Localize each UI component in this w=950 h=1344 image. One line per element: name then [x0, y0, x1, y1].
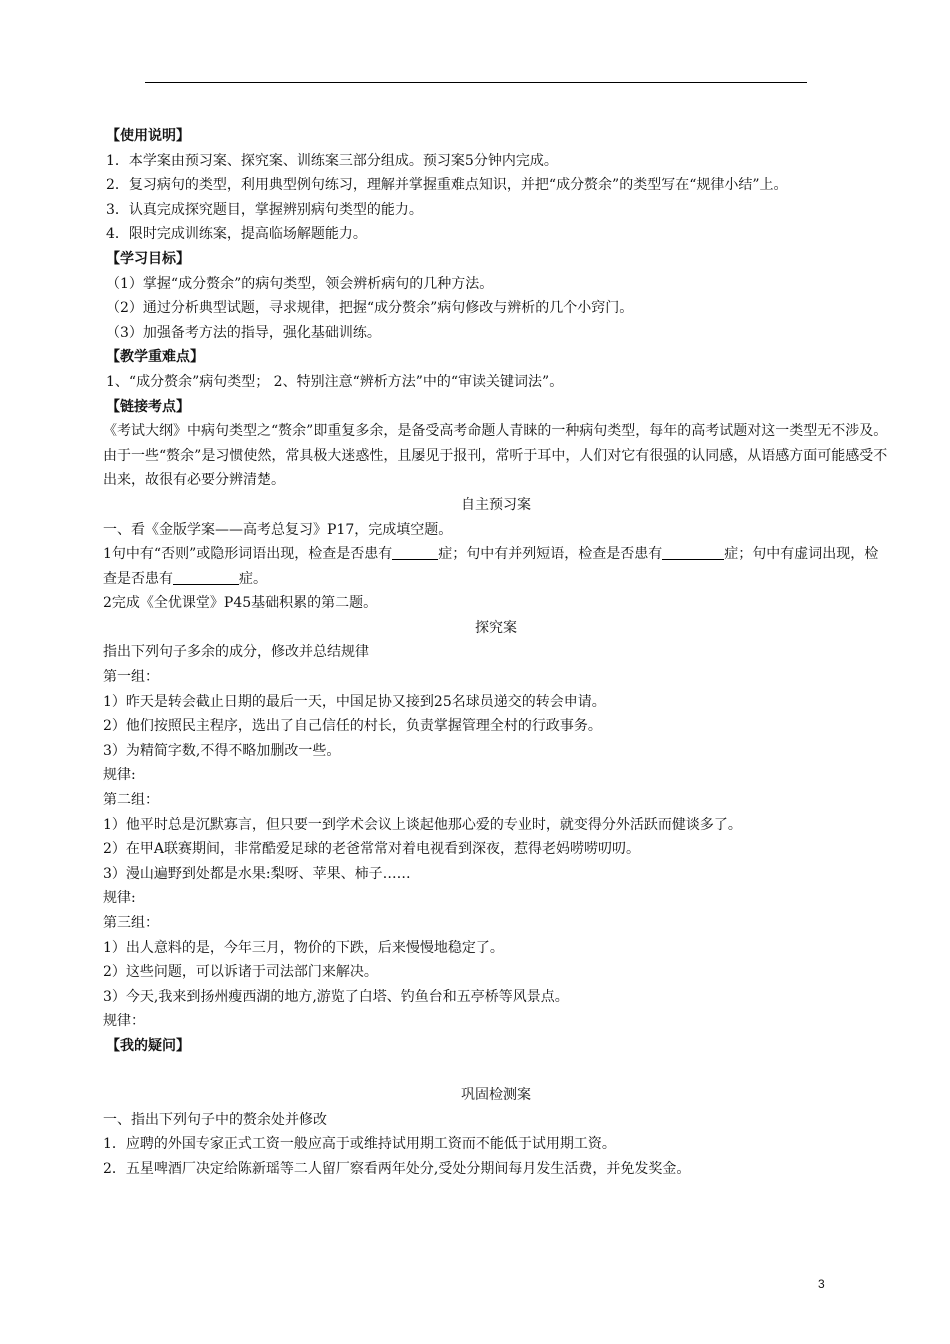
- group-1-item-2: 2）他们按照民主程序，选出了自己信任的村长，负责掌握管理全村的行政事务。: [103, 718, 602, 735]
- key-points-text: 1、“成分赘余”病句类型； 2、特别注意“辨析方法”中的“审读关键词法”。: [106, 373, 564, 390]
- group-3-label: 第三组：: [103, 915, 159, 931]
- usage-item-4: 4．限时完成训练案，提高临场解题能力。: [106, 226, 367, 243]
- group-3-rule: 规律：: [103, 1013, 145, 1030]
- group-2-item-2: 2）在甲A联赛期间，非常酷爱足球的老爸常常对着电视看到深夜，惹得老妈唠唠叨叨。: [103, 841, 641, 858]
- fill-blank-1[interactable]: [392, 545, 438, 560]
- fill-blank-2[interactable]: [662, 545, 724, 560]
- exam-link-heading: 【链接考点】: [106, 398, 190, 415]
- usage-item-1: 1．本学案由预习案、探究案、训练案三部分组成。预习案5分钟内完成。: [106, 152, 558, 169]
- group-2-label: 第二组：: [103, 792, 159, 809]
- blank-gap: [103, 1059, 889, 1084]
- group-1-rule: 规律:: [103, 767, 136, 784]
- preview-title: 自主预习案: [461, 496, 531, 513]
- group-3-item-3: 3）今天,我来到扬州瘦西湖的地方,游览了白塔、钓鱼台和五亭桥等风景点。: [103, 988, 569, 1005]
- document-body: [103, 124, 889, 1182]
- group-2-rule: 规律:: [103, 890, 136, 907]
- group-2-item-3: 3）漫山遍野到处都是水果:梨呀、苹果、柿子……: [103, 865, 411, 882]
- usage-item-3: 3．认真完成探究题目，掌握辨别病句类型的能力。: [106, 201, 423, 218]
- explore-intro: 指出下列句子多余的成分，修改并总结规律: [103, 644, 369, 661]
- group-3-item-1: 1）出人意料的是，今年三月，物价的下跌，后来慢慢地稳定了。: [103, 939, 504, 956]
- consolidate-item-1: 1．应聘的外国专家正式工资一般应高于或维持试用期工资而不能低于试用期工资。: [103, 1136, 616, 1153]
- group-3-item-2: 2）这些问题，可以诉诸于司法部门来解决。: [103, 964, 378, 981]
- group-2-item-1: 1）他平时总是沉默寡言，但只要一到学术会议上谈起他那心爱的专业时，就变得分外活跃而健谈多了。: [103, 816, 742, 833]
- preview-item-1: 一、看《金版学案——高考总复习》P17，完成填空题。: [103, 521, 453, 538]
- usage-heading: 【使用说明】: [106, 128, 190, 144]
- exam-link-text: 《考试大纲》中病句类型之“赘余”即重复多余，是备受高考命题人青睐的一种病句类型，每年的高考试题对这一类型无不涉及。由于一些“赘余”是习惯使然，常具极大迷惑性，且屡见于报刊，常听于耳中，人们对它有很强的认同感，从语感方面可能感受不出来，故很有必要分辨清楚。: [103, 423, 888, 489]
- fill-text-a: 1句中有“否则”或隐形词语出现，检查是否患有: [103, 546, 393, 563]
- goals-item-2: （2）通过分析典型试题，寻求规律，把握“成分赘余”病句修改与辨析的几个小窍门。: [106, 300, 634, 317]
- fill-blank-3[interactable]: [173, 570, 239, 585]
- header-rule: [145, 82, 807, 83]
- question-heading: 【我的疑问】: [106, 1037, 190, 1054]
- goals-heading: 【学习目标】: [106, 250, 190, 267]
- consolidate-title: 巩固检测案: [461, 1087, 531, 1104]
- fill-text-d: 症。: [239, 570, 267, 587]
- consolidate-intro: 一、指出下列句子中的赘余处并修改: [103, 1111, 327, 1128]
- fill-text-b: 症；句中有并列短语，检查是否患有: [438, 546, 663, 563]
- preview-fill-in: [103, 542, 889, 591]
- consolidate-item-2: 2．五星啤酒厂决定给陈新瑶等二人留厂察看两年处分,受处分期间每月发生活费，并免发奖金。: [103, 1160, 691, 1177]
- group-1-label: 第一组：: [103, 669, 159, 686]
- preview-item-2: 2完成《全优课堂》P45基础积累的第二题。: [103, 595, 378, 612]
- goals-item-3: （3）加强备考方法的指导，强化基础训练。: [106, 324, 381, 341]
- fill-text-c: 症；句中有虚词出现，检查是否患有: [103, 546, 879, 587]
- goals-item-1: （1）掌握“成分赘余”的病句类型，领会辨析病句的几种方法。: [106, 275, 494, 292]
- key-points-heading: 【教学重难点】: [106, 349, 204, 366]
- usage-item-2: 2．复习病句的类型，利用典型例句练习，理解并掌握重难点知识，并把“成分赘余”的类型写在“规律小结”上。: [106, 177, 788, 194]
- explore-title: 探究案: [475, 619, 517, 636]
- page-number: 3: [818, 1277, 825, 1291]
- group-1-item-1: 1）昨天是转会截止日期的最后一天，中国足协又接到25名球员递交的转会申请。: [103, 693, 606, 710]
- group-1-item-3: 3）为精简字数,不得不略加删改一些。: [103, 742, 341, 759]
